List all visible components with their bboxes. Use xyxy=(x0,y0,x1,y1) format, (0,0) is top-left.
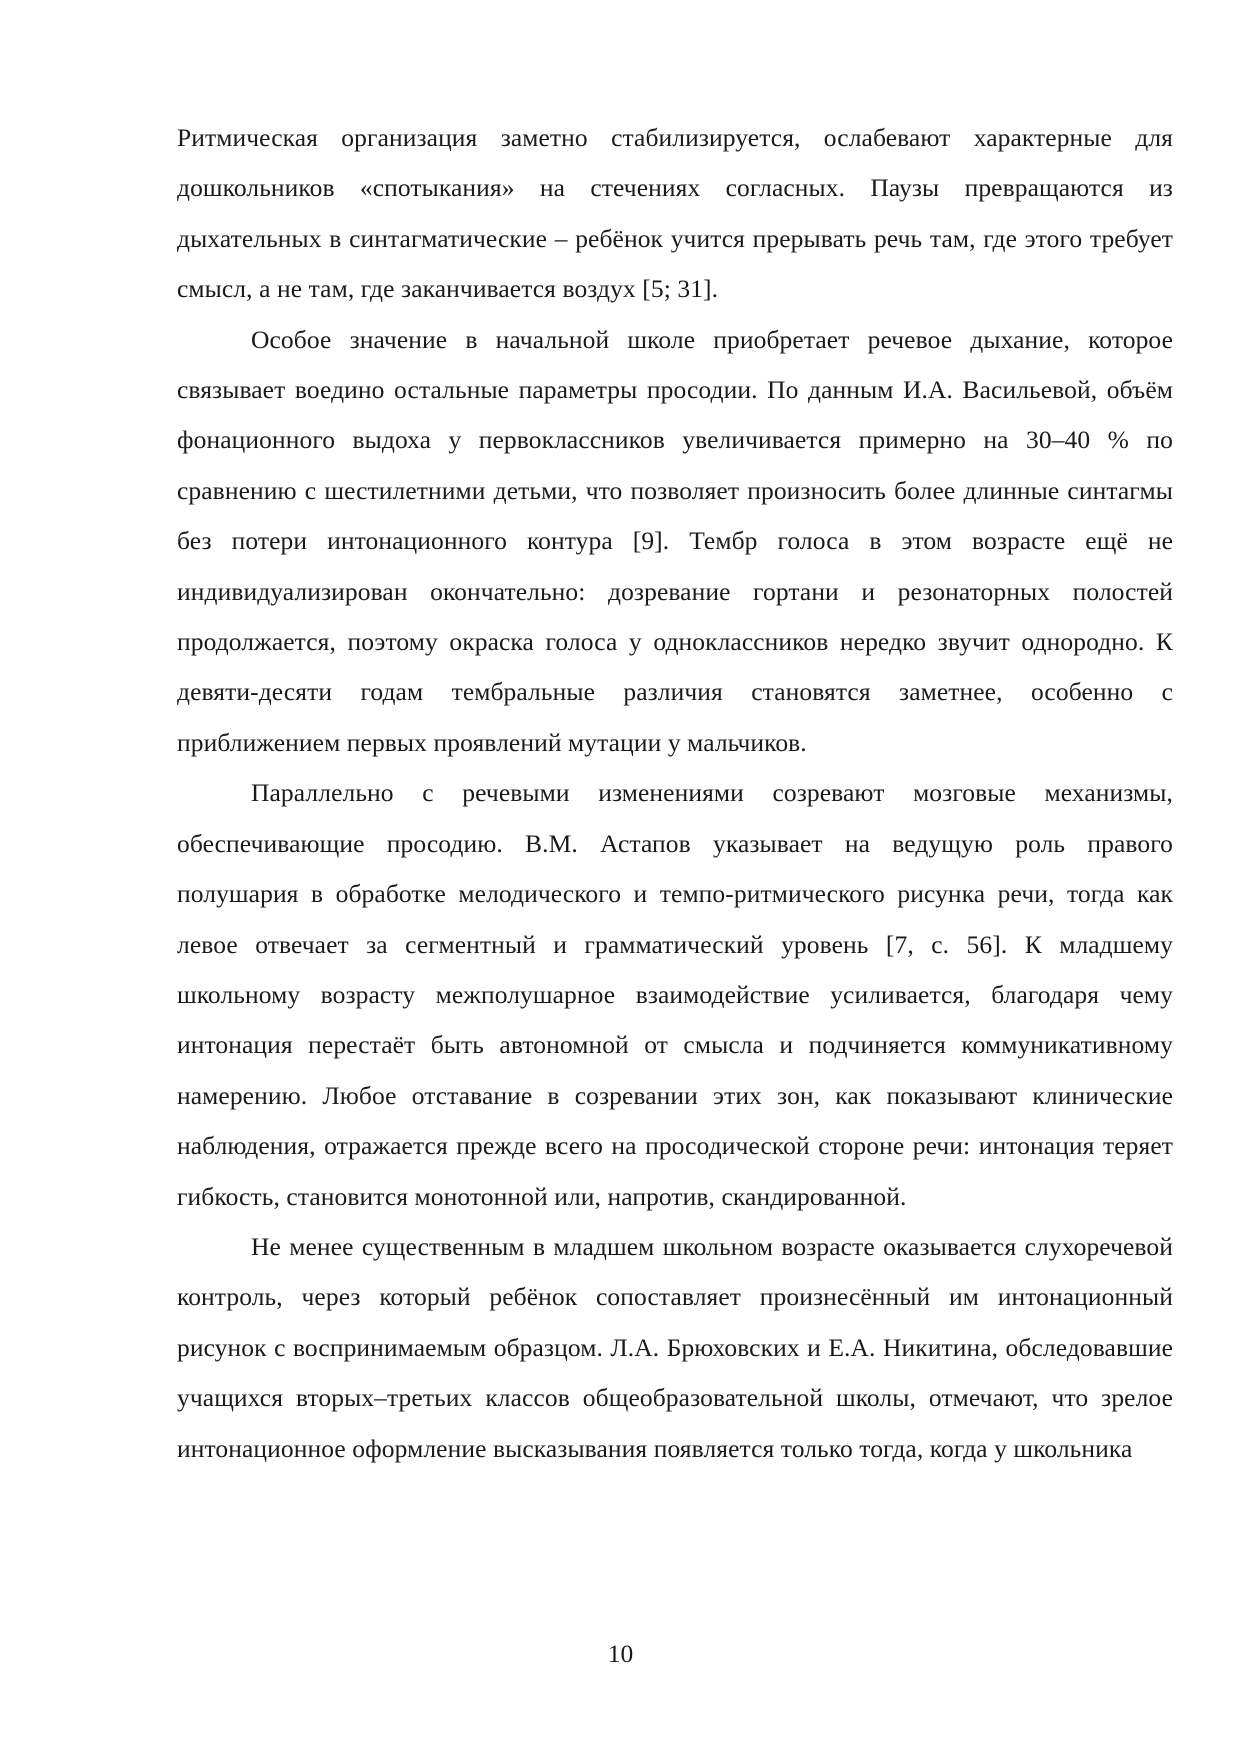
page-number: 10 xyxy=(607,1639,634,1668)
paragraph-auditory-control: Не менее существенным в младшем школьном возрасте оказывается слухоречевой контроль, через который ребёнок сопоставляет произнесённый им интонационный рисунок с воспринимаемым образцом. Л.А. Брюховских и Е.А. Никитина, обследовавшие учащихся вторых–третьих классов общеобразовательной школы, отмечают, что зрелое интонационное оформление высказывания появляется только тогда, когда у школьника xyxy=(177,1231,1173,1463)
body-text xyxy=(177,113,1173,1474)
paragraph-speech-breathing: Особое значение в начальной школе приобретает речевое дыхание, которое связывает воедино остальные параметры просодии. По данным И.А. Васильевой, объём фонационного выдоха у первоклассников увеличивается примерно на 30–40 % по сравнению с шестилетними детьми, что позволяет произносить более длинные синтагмы без потери интонационного контура [9]. Тембр голоса в этом возрасте ещё не индивидуализирован окончательно: дозревание гортани и резонаторных полостей продолжается, поэтому окраска голоса у одноклассников нередко звучит однородно. К девяти-десяти годам тембральные различия становятся заметнее, особенно с приближением первых проявлений мутации у мальчиков. xyxy=(177,324,1173,757)
paragraph-rhythm: Ритмическая организация заметно стабилизируется, ослабевают характерные для дошкольников «спотыкания» на стечениях согласных. Паузы превращаются из дыхательных в синтагматические – ребёнок учится прерывать речь там, где этого требует смысл, а не там, где заканчивается воздух [5; 31]. xyxy=(177,123,1173,304)
paragraph-brain-mechanisms: Параллельно с речевыми изменениями созревают мозговые механизмы, обеспечивающие просодию. В.М. Астапов указывает на ведущую роль правого полушария в обработке мелодического и темпо-ритмического рисунка речи, тогда как левое отвечает за сегментный и грамматический уровень [7, с. 56]. К младшему школьному возрасту межполушарное взаимодействие усиливается, благодаря чему интонация перестаёт быть автономной от смысла и подчиняется коммуникативному намерению. Любое отставание в созревании этих зон, как показывают клинические наблюдения, отражается прежде всего на просодической стороне речи: интонация теряет гибкость, становится монотонной или, напротив, скандированной. xyxy=(177,778,1173,1211)
